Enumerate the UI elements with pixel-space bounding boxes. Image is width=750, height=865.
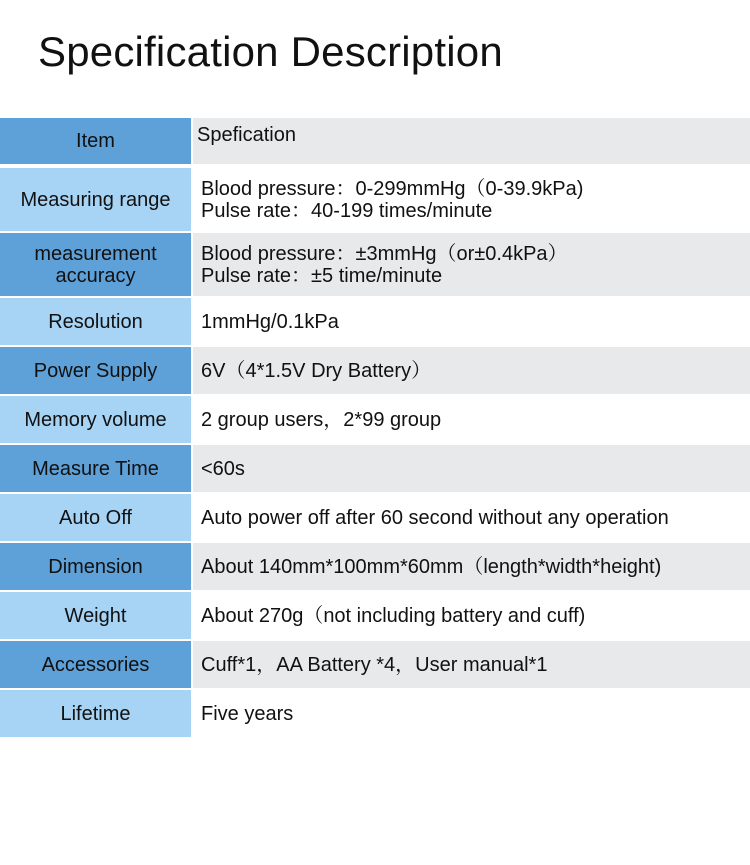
table-row [0, 592, 750, 639]
table-row [0, 641, 750, 688]
table-row [0, 543, 750, 590]
spec-header-label: Spefication [197, 124, 296, 146]
value-line: 6V（4*1.5V Dry Battery） [201, 359, 432, 382]
item-label: Dimension [48, 555, 143, 578]
table-row [0, 298, 750, 345]
item-label: Resolution [48, 310, 143, 333]
table-row [0, 347, 750, 394]
item-label: Weight [64, 604, 127, 627]
value-cell [193, 592, 750, 639]
value-cell [193, 494, 750, 541]
table-row [0, 445, 750, 492]
value-cell [193, 396, 750, 443]
value-line: Five years [201, 702, 294, 725]
table-row [0, 233, 750, 296]
item-cell [0, 641, 191, 688]
item-cell [0, 543, 191, 590]
item-cell [0, 233, 191, 296]
item-header-cell [0, 118, 191, 164]
value-line: Blood pressure：±3mmHg（or±0.4kPa） [201, 242, 568, 265]
page-title: Specification Description [38, 28, 503, 75]
value-cell [193, 641, 750, 688]
value-cell [193, 168, 750, 231]
table-row [0, 168, 750, 231]
item-label: Auto Off [58, 506, 132, 529]
value-line: About 270g（not including battery and cuff) [201, 604, 586, 627]
value-cell [193, 690, 750, 737]
value-cell [193, 347, 750, 394]
item-cell [0, 347, 191, 394]
item-cell [0, 445, 191, 492]
spec-table [0, 118, 750, 739]
item-label: measurement accuracy [34, 242, 157, 287]
value-line: 1mmHg/0.1kPa [201, 310, 339, 333]
item-label: Memory volume [24, 408, 167, 431]
value-cell [193, 445, 750, 492]
value-line: Cuff*1，AA Battery *4，User manual*1 [201, 653, 548, 676]
value-line: Blood pressure：0-299mmHg（0-39.9kPa) [201, 177, 584, 200]
item-cell [0, 494, 191, 541]
table-row [0, 690, 750, 737]
item-cell [0, 168, 191, 231]
item-cell [0, 396, 191, 443]
value-cell [193, 298, 750, 345]
value-line: Pulse rate：±5 time/minute [201, 264, 443, 287]
item-label: Measuring range [20, 188, 171, 211]
item-header-label: Item [76, 130, 115, 152]
item-label: Accessories [41, 653, 150, 676]
item-cell [0, 592, 191, 639]
spec-header-cell [193, 118, 750, 164]
value-cell [193, 233, 750, 296]
item-cell [0, 298, 191, 345]
value-line: 2 group users，2*99 group [201, 408, 442, 431]
item-label: Lifetime [60, 702, 131, 725]
item-label: Measure Time [32, 457, 159, 480]
value-line: <60s [201, 457, 245, 480]
table-header-row [0, 118, 750, 164]
table-row [0, 494, 750, 541]
value-cell [193, 543, 750, 590]
item-cell [0, 690, 191, 737]
value-line: Pulse rate：40-199 times/minute [201, 199, 493, 222]
value-line: Auto power off after 60 second without any operation [201, 506, 669, 529]
value-line: About 140mm*100mm*60mm（length*width*height) [201, 555, 662, 578]
item-label: Power Supply [33, 359, 158, 382]
table-row [0, 396, 750, 443]
